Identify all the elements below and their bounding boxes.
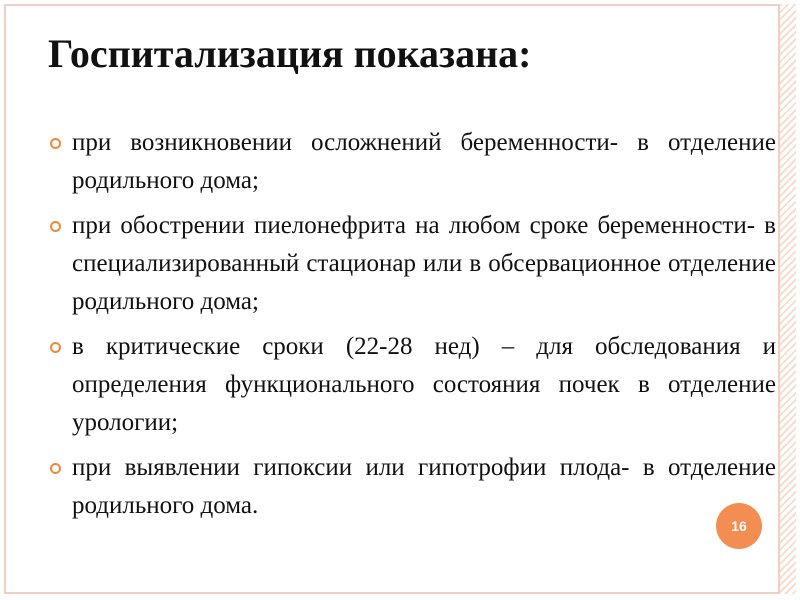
bullet-item-2 [44,207,776,321]
bullet-circle-icon [50,463,61,474]
bullet-list [44,124,776,532]
bullet-text-3: в критические сроки (22-28 нед) – для обследования и определения функционального состояния почек в отделение урологии; [72,333,776,436]
bullet-text-1: при возникновении осложнений беременности- в отделение родильного дома; [72,129,776,194]
bullet-item-1 [44,124,776,200]
slide-title: Госпитализация показана: [48,31,532,76]
bullet-item-4 [44,449,776,525]
bullet-circle-icon [50,342,61,353]
decorative-stripe [778,4,796,594]
bullet-circle-icon [50,138,61,149]
page-number-badge: 16 [716,503,762,549]
bullet-text-4: при выявлении гипоксии или гипотрофии плода- в отделение родильного дома. [72,454,776,519]
bullet-circle-icon [50,221,61,232]
bullet-text-2: при обострении пиелонефрита на любом сроке беременности- в специализированный стационар или в обсервационное отделение родильного дома; [72,212,776,315]
bullet-item-3 [44,328,776,442]
